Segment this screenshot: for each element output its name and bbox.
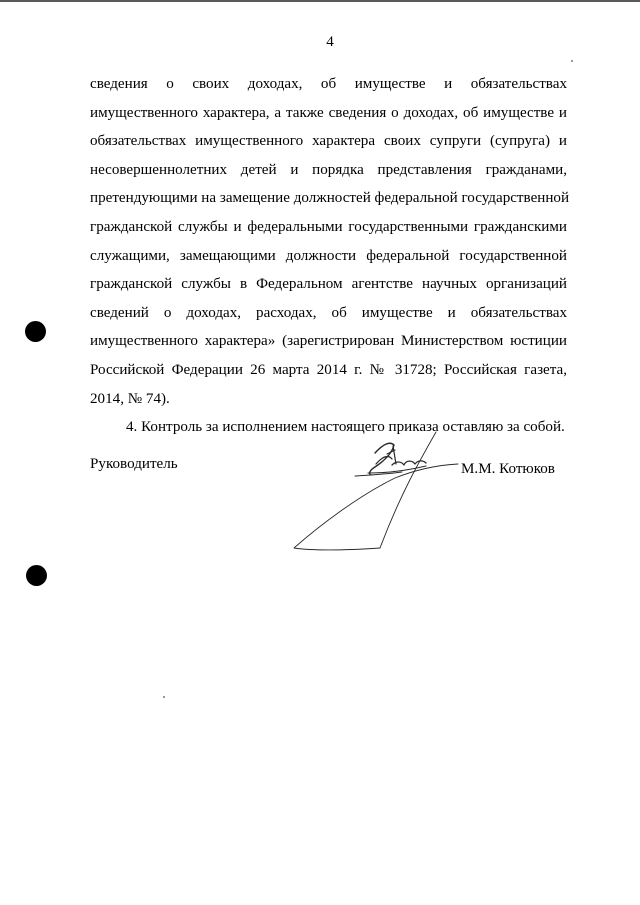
document-body	[90, 70, 570, 442]
punch-hole	[26, 565, 47, 586]
text-line: имущественного характера, а также сведения о доходах, об имуществе и	[90, 104, 567, 121]
handwritten-signature	[280, 420, 480, 560]
paragraph-4: 4. Контроль за исполнением настоящего приказа оставляю за собой.	[126, 419, 565, 436]
text-line: гражданской службы и федеральными государственными гражданскими	[90, 218, 567, 235]
text-line: претендующими на замещение должностей федеральной государственной	[90, 190, 570, 207]
text-line: Российской Федерации 26 марта 2014 г. № 31728; Российская газета,	[90, 361, 567, 378]
text-line: обязательствах имущественного характера своих супруги (супруга) и	[90, 133, 567, 150]
text-line: сведения о своих доходах, об имуществе и обязательствах	[90, 76, 567, 92]
scan-edge	[0, 0, 640, 2]
text-line: сведений о доходах, расходах, об имуществе и обязательствах	[90, 304, 567, 321]
signatory-name: М.М. Котюков	[461, 461, 555, 477]
text-line: служащими, замещающими должности федеральной государственной	[90, 247, 567, 264]
punch-hole	[25, 321, 46, 342]
scan-speck	[163, 696, 165, 698]
text-line: несовершеннолетних детей и порядка представления гражданами,	[90, 161, 567, 178]
scan-speck	[571, 60, 573, 62]
text-line: 2014, № 74).	[90, 390, 170, 407]
page-number: 4	[326, 34, 334, 50]
text-line: гражданской службы в Федеральном агентстве научных организаций	[90, 276, 567, 293]
text-line: имущественного характера» (зарегистрирован Министерством юстиции	[90, 333, 567, 350]
signatory-title: Руководитель	[90, 456, 178, 472]
